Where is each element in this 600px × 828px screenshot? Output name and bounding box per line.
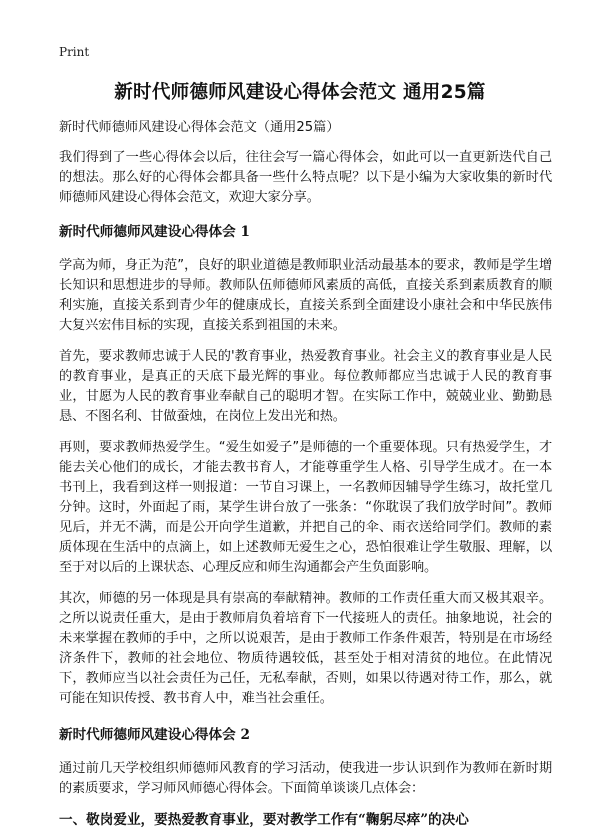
section1-paragraph-2: 首先，要求教师忠诚于人民的'教育事业，热爱教育事业。社会主义的教育事业是人民的教育事业，是真正的天底下最光辉的事业。每位教师都应当忠诚于人民的教育事业，甘愿为人民的教育事业奉献自己的聪明才智。在实际工作中，兢兢业业、勤勤恳恳、不图名利、甘做蚕烛，在岗位上发出光和热。 <box>59 349 552 424</box>
section-heading-1: 新时代师德师风建设心得体会 1 <box>59 224 250 240</box>
document-body <box>59 118 552 828</box>
print-button[interactable]: Print <box>59 45 90 59</box>
page-title: 新时代师德师风建设心得体会范文 通用25篇 <box>114 82 486 103</box>
intro-paragraph: 我们得到了一些心得体会以后，往往会写一篇心得体会，如此可以一直更新迭代自己的想法。那么好的心得体会都具备一些什么特点呢？以下是小编为大家收集的新时代师德师风建设心得体会范文，欢迎大家分享。 <box>59 150 552 205</box>
section2-point-1: 一、敬岗爱业，要热爱教育事业，要对教学工作有“鞠躬尽瘁”的决心 <box>59 812 469 828</box>
section1-paragraph-3: 再则，要求教师热爱学生。“爱生如爱子”是师德的一个重要体现。只有热爱学生，才能去关心他们的成长，才能去教书育人，才能尊重学生人格、引导学生成才。在一本书刊上，我看到这样一则报道：一节自习课上，一名教师因辅导学生练习，故托堂几分钟。这时，外面起了雨，某学生讲台放了一张条：“你耽误了我们放学时间”。教师见后，并无不满，而是公开向学生道歉，并把自己的伞、雨衣送给同学们。教师的素质体现在生活中的点滴上，如上述教师无爱生之心，恐怕很难让学生敬服、理解，以至于对以后的上课状态、心理反应和师生沟通都会产生负面影响。 <box>59 440 552 575</box>
section2-paragraph-1: 通过前几天学校组织师德师风教育的学习活动，使我进一步认识到作为教师在新时期的素质要求，学习师风师德心得体会。下面简单谈谈几点体会： <box>59 761 552 796</box>
section-heading-2: 新时代师德师风建设心得体会 2 <box>59 727 250 743</box>
document-subtitle: 新时代师德师风建设心得体会范文（通用25篇） <box>59 120 340 135</box>
section1-paragraph-1: 学高为师，身正为范”，良好的职业道德是教师职业活动最基本的要求，教师是学生增长知识和思想进步的导师。教师队伍师德师风素质的高低，直接关系到素质教育的顺利实施，直接关系到青少年的健康成长，直接关系到全面建设小康社会和中华民族伟大复兴宏伟目标的实现，直接关系到祖国的未来。 <box>59 258 552 333</box>
section1-paragraph-4: 其次，师德的另一体现是具有崇高的奉献精神。教师的工作责任重大而又极其艰辛。之所以说责任重大，是由于教师肩负着培育下一代接班人的责任。抽象地说，社会的未来掌握在教师的手中，之所以说艰苦，是由于教师工作条件艰苦，特别是在市场经济条件下，教师的社会地位、物质待遇较低，甚至处于相对清贫的地位。在此情况下，教师应当以社会责任为己任，无私奉献，否则，如果以待遇对待工作，那么，就可能在知识传授、教书育人中，难当社会重任。 <box>59 591 552 706</box>
